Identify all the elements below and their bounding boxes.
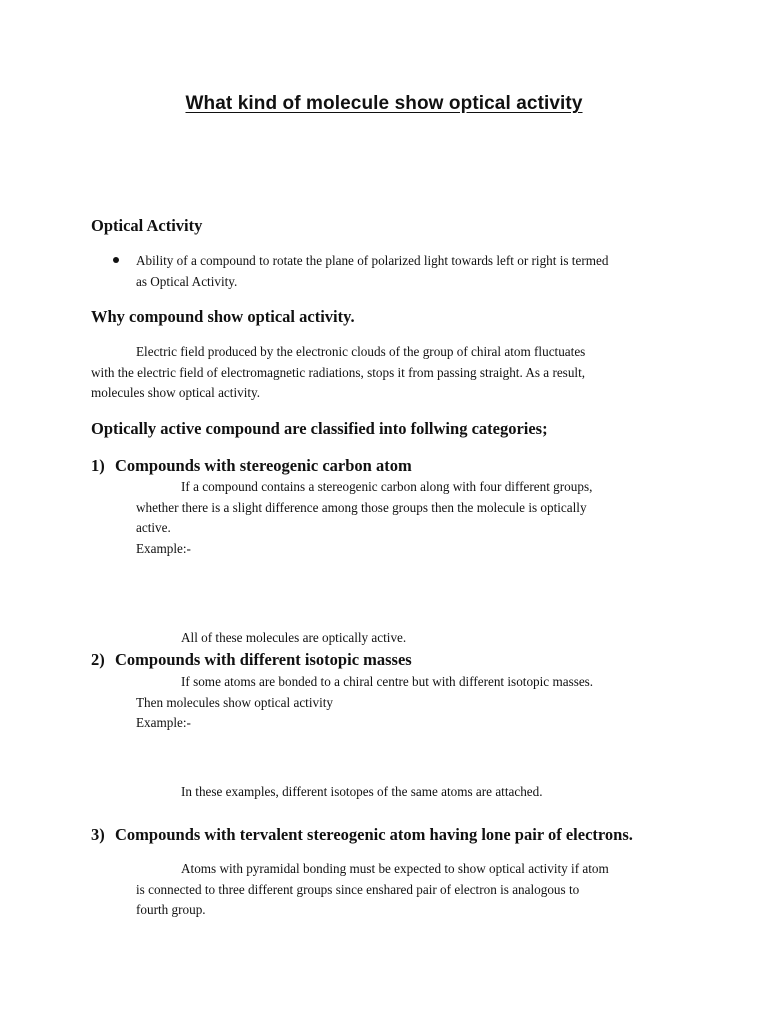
category-number: 1) (91, 456, 105, 475)
paragraph-line: molecules show optical activity. (91, 385, 261, 400)
example-label: Example:- (136, 540, 191, 556)
paragraph-line: active. (136, 520, 171, 535)
bullet-icon (113, 257, 119, 263)
example-label: Example:- (136, 715, 191, 730)
paragraph-line: Then molecules show optical activity (136, 694, 334, 710)
paragraph-line: as Optical Activity. (136, 273, 238, 289)
category-1-paragraph (136, 477, 592, 559)
category-3-paragraph (136, 859, 609, 921)
paragraph-line: whether there is a slight difference among those groups then the molecule is optically (136, 499, 587, 515)
paragraph-line: Electric field produced by the electronic clouds of the group of chiral atom fluctuates (136, 344, 586, 359)
bullet-paragraph (136, 251, 608, 292)
category-3-heading (91, 825, 633, 845)
paragraph-line: If some atoms are bonded to a chiral centre but with different isotopic masses. (181, 674, 594, 689)
category-1-note: All of these molecules are optically active. (181, 630, 407, 645)
category-2-heading (91, 650, 412, 670)
section-heading-why: Why compound show optical activity. (91, 307, 355, 326)
category-title: Compounds with tervalent stereogenic atom having lone pair of electrons. (115, 825, 633, 844)
paragraph-line: If a compound contains a stereogenic carbon along with four different groups, (181, 479, 593, 494)
category-title: Compounds with stereogenic carbon atom (115, 456, 412, 475)
category-1-heading (91, 456, 412, 476)
paragraph-line: Atoms with pyramidal bonding must be expected to show optical activity if atom (181, 861, 609, 876)
paragraph-line: Ability of a compound to rotate the plane of polarized light towards left or right is termed (136, 253, 609, 268)
paragraph-line: fourth group. (136, 902, 206, 917)
section-heading-categories: Optically active compound are classified into follwing categories; (91, 419, 548, 438)
category-number: 2) (91, 650, 105, 669)
why-paragraph (91, 342, 585, 404)
category-number: 3) (91, 825, 105, 844)
paragraph-line: with the electric field of electromagnetic radiations, stops it from passing straight. As a result, (91, 364, 586, 380)
category-title: Compounds with different isotopic masses (115, 650, 412, 669)
category-2-paragraph (136, 672, 593, 734)
category-2-note: In these examples, different isotopes of the same atoms are attached. (181, 784, 543, 799)
section-heading-optical-activity: Optical Activity (91, 216, 203, 235)
page-title: What kind of molecule show optical activity (185, 93, 583, 114)
paragraph-line: is connected to three different groups since enshared pair of electron is analogous to (136, 881, 580, 897)
